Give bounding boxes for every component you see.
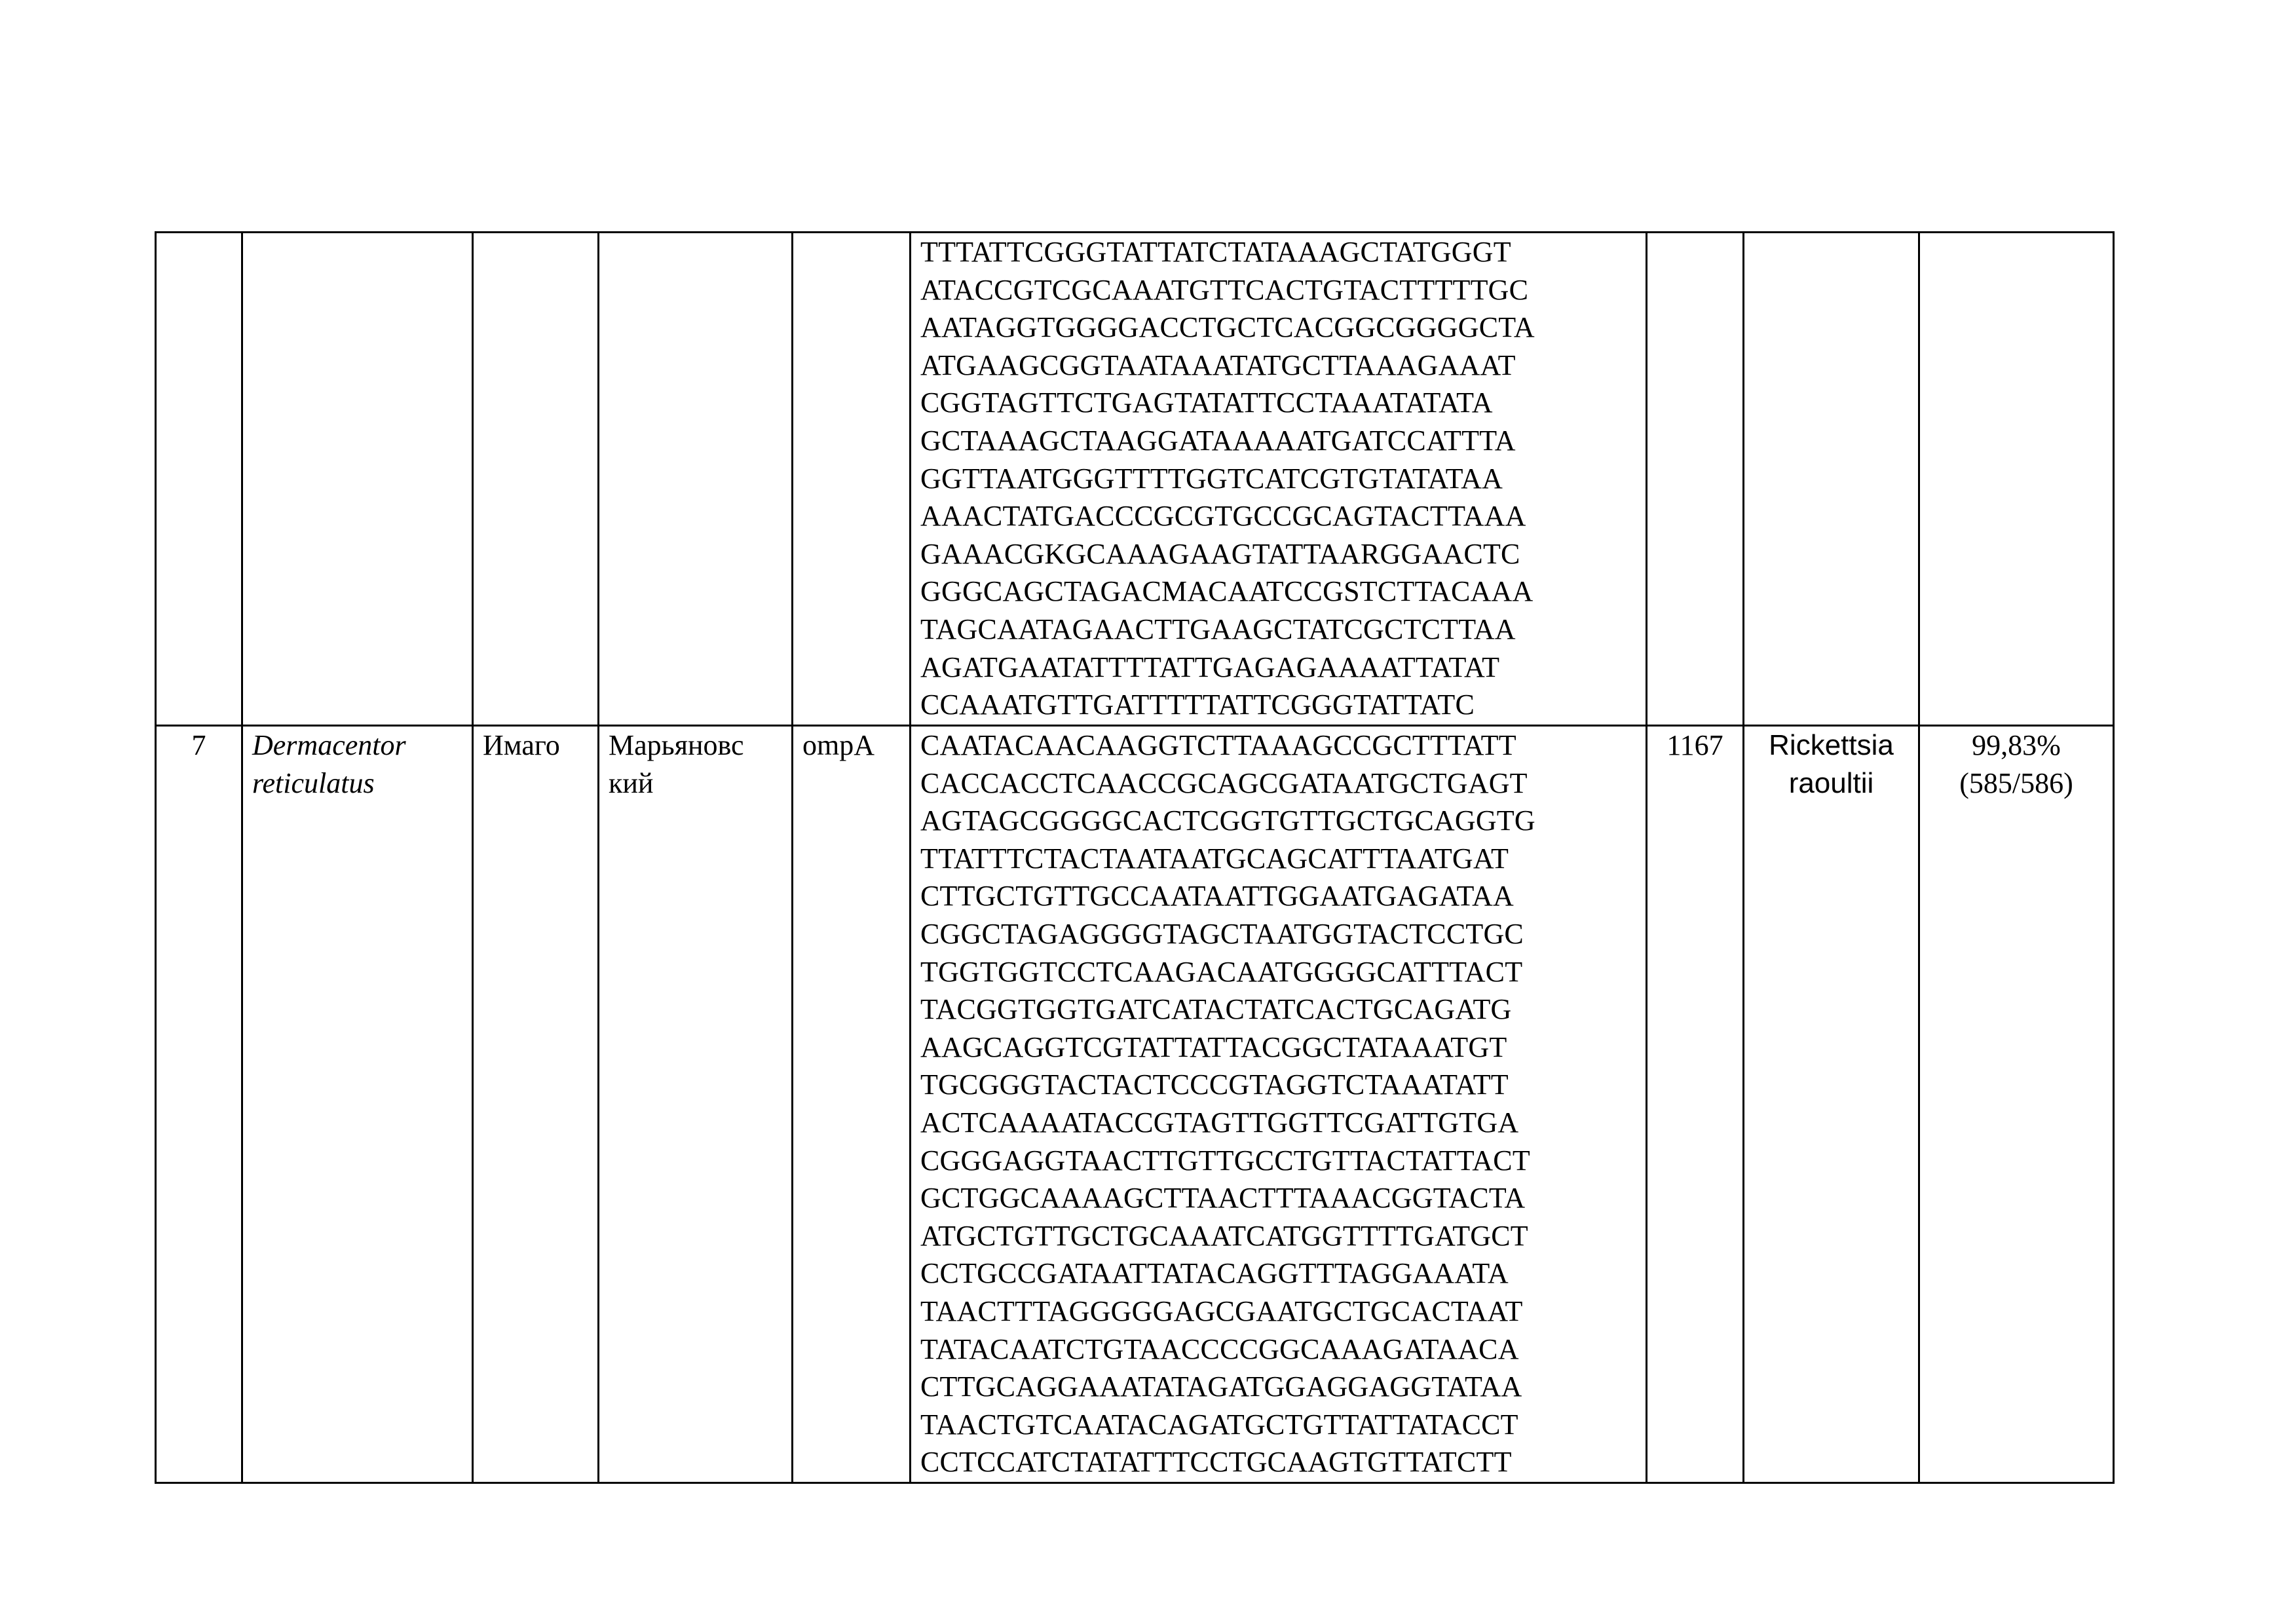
sequence-line: CGGGAGGTAACTTGTTGCCTGTTACTATTACT xyxy=(920,1144,1530,1177)
sequence-line: CAATACAACAAGGTCTTAAAGCCGCTTTATT xyxy=(920,729,1516,761)
sequence-line: TACGGTGGTGATCATACTATCACTGCAGATG xyxy=(920,993,1512,1026)
sequence-line: TTATTTCTACTAATAATGCAGCATTTAATGAT xyxy=(920,842,1509,875)
species-cell xyxy=(242,726,473,1483)
stage-cell-empty xyxy=(473,233,599,726)
identity-cell xyxy=(1919,726,2114,1483)
sequence-line: CTTGCAGGAAATATAGATGGAGGAGGTATAA xyxy=(920,1370,1522,1403)
place-line-1: Марьяновс xyxy=(609,729,744,761)
sequence-line: AGATGAATATTTTATTGAGAGAAAATTATAT xyxy=(920,651,1500,683)
sequence-line: TTTATTCGGGTATTATCTATAAAGCTATGGGT xyxy=(920,236,1511,268)
sequence-line: ACTCAAAATACCGTAGTTGGTTCGATTGTGA xyxy=(920,1106,1519,1139)
species-genus: Dermacentor xyxy=(252,729,406,761)
place-cell-empty xyxy=(599,233,793,726)
sequence-line: ATGAAGCGGTAATAAATATGCTTAAAGAAAT xyxy=(920,349,1516,381)
sequence-line: CGGCTAGAGGGGTAGCTAATGGTACTCCTGC xyxy=(920,917,1524,950)
match-genus: Rickettsia xyxy=(1769,729,1894,761)
sequence-line: CCAAATGTTGATTTTTATTCGGGTATTATC xyxy=(920,689,1475,721)
identity-percent: 99,83% xyxy=(1972,729,2061,761)
sequence-line: TAGCAATAGAACTTGAAGCTATCGCTCTTAA xyxy=(920,613,1516,645)
sequence-cell xyxy=(911,233,1647,726)
row-number: 7 xyxy=(156,726,242,1483)
sequence-line: AAGCAGGTCGTATTATTACGGCTATAAATGT xyxy=(920,1030,1507,1063)
sequence-line: GGTTAATGGGTTTTGGTCATCGTGTATATAA xyxy=(920,462,1503,495)
sequence-line: GCTGGCAAAAGCTTAACTTTAAACGGTACTA xyxy=(920,1182,1526,1215)
sequence-line: CACCACCTCAACCGCAGCGATAATGCTGAGT xyxy=(920,766,1528,799)
match-cell xyxy=(1744,726,1919,1483)
sequence-line: GGGCAGCTAGACMACAATCCGSTCTTACAAA xyxy=(920,575,1534,608)
sequence-line: TGCGGGTACTACTCCCGTAGGTCTAAATATT xyxy=(920,1068,1509,1101)
species-cell-empty xyxy=(242,233,473,726)
gene-cell-empty xyxy=(793,233,911,726)
match-species: raoultii xyxy=(1788,766,1874,799)
sequence-line: CTTGCTGTTGCCAATAATTGGAATGAGATAA xyxy=(920,880,1514,913)
sequence-line: CCTGCCGATAATTATACAGGTTTAGGAAATA xyxy=(920,1257,1509,1290)
sequence-line: AATAGGTGGGGACCTGCTCACGGCGGGGCTA xyxy=(920,311,1535,344)
place-cell xyxy=(599,726,793,1483)
table-row-continuation xyxy=(156,233,2114,726)
sequence-line: AGTAGCGGGGCACTCGGTGTTGCTGCAGGTG xyxy=(920,804,1535,837)
sequence-line: CCTCCATCTATATTTCCTGCAAGTGTTATCTT xyxy=(920,1446,1512,1479)
sequence-line: ATACCGTCGCAAATGTTCACTGTACTTTTTGC xyxy=(920,273,1529,306)
sequence-line: TAACTTTAGGGGGAGCGAATGCTGCACTAAT xyxy=(920,1294,1523,1327)
table-row-7 xyxy=(156,726,2114,1483)
length-cell: 1167 xyxy=(1647,726,1744,1483)
species-epithet: reticulatus xyxy=(252,766,375,799)
sequence-line: ATGCTGTTGCTGCAAATCATGGTTTTGATGCT xyxy=(920,1219,1528,1252)
sequence-line: GCTAAAGCTAAGGATAAAAATGATCCATTTA xyxy=(920,424,1516,457)
length-cell-empty xyxy=(1647,233,1744,726)
sequence-line: CGGTAGTTCTGAGTATATTCCTAAATATATA xyxy=(920,387,1493,419)
number-cell-empty xyxy=(156,233,242,726)
sequence-results-table xyxy=(155,231,2115,1484)
sequence-line: AAACTATGACCCGCGTGCCGCAGTACTTAAA xyxy=(920,500,1526,533)
stage-cell: Имаго xyxy=(473,726,599,1483)
sequence-line: TAACTGTCAATACAGATGCTGTTATTATACCT xyxy=(920,1408,1518,1441)
sequence-cell xyxy=(911,726,1647,1483)
sequence-line: GAAACGKGCAAAGAAGTATTAARGGAACTC xyxy=(920,537,1520,570)
match-cell-empty xyxy=(1744,233,1919,726)
identity-ratio: (585/586) xyxy=(1959,766,2073,799)
identity-cell-empty xyxy=(1919,233,2114,726)
sequence-line: TATACAATCTGTAACCCCGGCAAAGATAACA xyxy=(920,1332,1519,1365)
place-line-2: кий xyxy=(609,766,654,799)
gene-cell: ompA xyxy=(793,726,911,1483)
sequence-line: TGGTGGTCCTCAAGACAATGGGGCATTTACT xyxy=(920,955,1523,988)
